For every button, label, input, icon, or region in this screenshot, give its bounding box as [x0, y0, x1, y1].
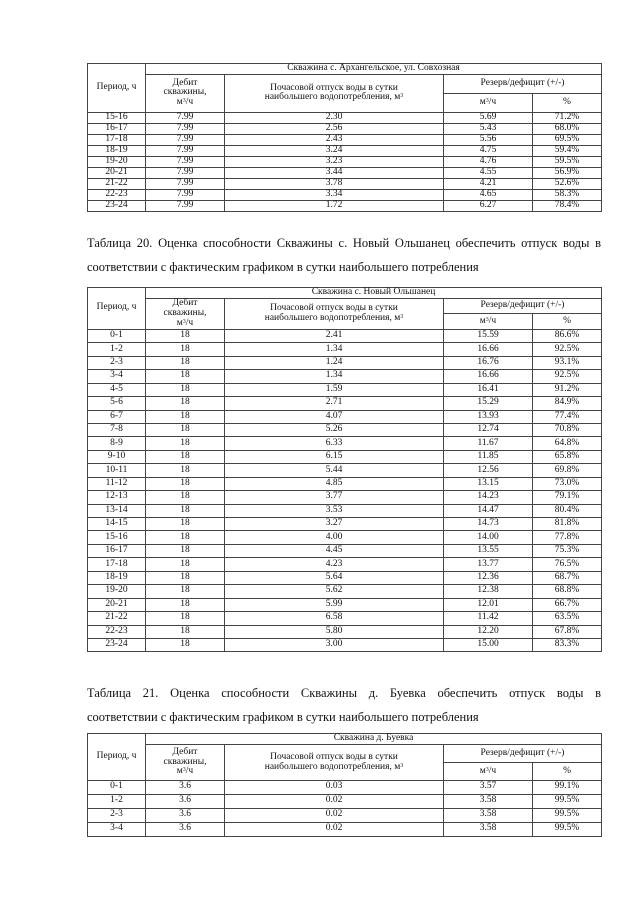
header-well-name: Скважина с. Новый Ольшанец — [146, 288, 602, 299]
cell-hourly-supply: 3.44 — [225, 167, 444, 178]
cell-debit: 18 — [146, 477, 225, 490]
table-row — [88, 370, 602, 383]
cell-reserve-m3h: 11.42 — [444, 612, 533, 625]
cell-period: 12-13 — [88, 491, 146, 504]
cell-reserve-percent: 68.7% — [533, 571, 602, 584]
cell-period: 20-21 — [88, 598, 146, 611]
table-row — [88, 450, 602, 463]
table-row — [88, 329, 602, 342]
cell-reserve-m3h: 12.20 — [444, 625, 533, 638]
cell-period: 16-17 — [88, 544, 146, 557]
cell-debit: 18 — [146, 571, 225, 584]
cell-debit: 18 — [146, 558, 225, 571]
header-debit — [146, 74, 225, 112]
cell-hourly-supply: 6.58 — [225, 612, 444, 625]
cell-hourly-supply: 3.78 — [225, 178, 444, 189]
hourly-label-1: Почасовой отпуск воды в сутки — [270, 82, 398, 93]
debit-label-2: скважины, — [163, 307, 207, 318]
cell-reserve-m3h: 16.66 — [444, 370, 533, 383]
header-debit — [146, 745, 225, 781]
hourly-label-2: наибольшего водопотребления, $м^3$ — [264, 312, 404, 323]
cell-debit: 3.6 — [146, 781, 225, 795]
header-hourly-supply — [225, 74, 444, 112]
cell-debit: 18 — [146, 598, 225, 611]
cell-period: 22-23 — [88, 625, 146, 638]
cell-period: 1-2 — [88, 794, 146, 808]
cell-reserve-percent: 84.9% — [533, 397, 602, 410]
cell-reserve-m3h: 14.47 — [444, 504, 533, 517]
cell-reserve-m3h: 5.69 — [444, 112, 533, 123]
cell-hourly-supply: 4.00 — [225, 531, 444, 544]
cell-reserve-percent: 76.5% — [533, 558, 602, 571]
header-m3h: $м^3/ч$ — [444, 93, 533, 112]
cell-debit: 18 — [146, 370, 225, 383]
cell-period: 4-5 — [88, 383, 146, 396]
table-novy-olshanets — [87, 287, 602, 652]
table-row — [88, 598, 602, 611]
cell-debit: 3.6 — [146, 794, 225, 808]
cell-period: 9-10 — [88, 450, 146, 463]
header-hourly-supply — [225, 745, 444, 781]
table-row — [88, 123, 602, 134]
table-row — [88, 504, 602, 517]
cell-reserve-percent: 71.2% — [533, 112, 602, 123]
header-hourly-supply — [225, 299, 444, 330]
table-20-caption: Таблица 20. Оценка способности Скважины с. Новый Ольшанец обеспечить отпуск воды в соответствии с фактическим графиком в сутки наибольшего потребления — [87, 236, 601, 274]
cell-reserve-m3h: 3.58 — [444, 822, 533, 836]
table-row — [88, 200, 602, 211]
cell-reserve-percent: 75.3% — [533, 544, 602, 557]
hourly-label-2: наибольшего водопотребления, $м^3$ — [264, 761, 404, 772]
cell-period: 3-4 — [88, 822, 146, 836]
cell-debit: 18 — [146, 423, 225, 436]
cell-period: 19-20 — [88, 585, 146, 598]
cell-reserve-m3h: 5.56 — [444, 134, 533, 145]
cell-period: 3-4 — [88, 370, 146, 383]
debit-unit: $м^3/ч$ — [176, 97, 194, 108]
table-row — [88, 112, 602, 123]
cell-hourly-supply: 5.44 — [225, 464, 444, 477]
cell-hourly-supply: 2.41 — [225, 329, 444, 342]
cell-period: 11-12 — [88, 477, 146, 490]
cell-reserve-percent: 69.5% — [533, 134, 602, 145]
cell-reserve-percent: 56.9% — [533, 167, 602, 178]
cell-hourly-supply: 2.30 — [225, 112, 444, 123]
debit-label-1: Дебит — [172, 77, 198, 88]
cell-reserve-m3h: 15.59 — [444, 329, 533, 342]
cell-reserve-m3h: 12.01 — [444, 598, 533, 611]
cell-debit: 18 — [146, 450, 225, 463]
debit-unit: $м^3/ч$ — [176, 766, 194, 777]
cell-hourly-supply: 3.00 — [225, 638, 444, 651]
hourly-label-1: Почасовой отпуск воды в сутки — [270, 302, 398, 313]
cell-reserve-percent: 73.0% — [533, 477, 602, 490]
cell-hourly-supply: 4.45 — [225, 544, 444, 557]
cell-reserve-m3h: 16.66 — [444, 343, 533, 356]
cell-period: 20-21 — [88, 167, 146, 178]
cell-reserve-m3h: 11.85 — [444, 450, 533, 463]
cell-reserve-percent: 69.8% — [533, 464, 602, 477]
cell-debit: 7.99 — [146, 134, 225, 145]
cell-period: 0-1 — [88, 329, 146, 342]
cell-debit: 18 — [146, 410, 225, 423]
cell-debit: 7.99 — [146, 112, 225, 123]
cell-debit: 18 — [146, 625, 225, 638]
cell-reserve-m3h: 12.36 — [444, 571, 533, 584]
cell-debit: 18 — [146, 491, 225, 504]
cell-period: 19-20 — [88, 156, 146, 167]
cell-debit: 18 — [146, 437, 225, 450]
cell-hourly-supply: 1.59 — [225, 383, 444, 396]
cell-reserve-percent: 63.5% — [533, 612, 602, 625]
cell-reserve-percent: 93.1% — [533, 356, 602, 369]
cell-hourly-supply: 0.02 — [225, 822, 444, 836]
table-row — [88, 544, 602, 557]
cell-period: 16-17 — [88, 123, 146, 134]
cell-reserve-m3h: 4.76 — [444, 156, 533, 167]
debit-label-1: Дебит — [172, 298, 198, 308]
cell-hourly-supply: 5.62 — [225, 585, 444, 598]
table-21-caption-line1: Таблица 21. Оценка способности Скважины д. Буевка обеспечить отпуск воды в — [87, 686, 601, 700]
cell-reserve-m3h: 6.27 — [444, 200, 533, 211]
cell-reserve-m3h: 4.55 — [444, 167, 533, 178]
cell-reserve-percent: 58.3% — [533, 189, 602, 200]
header-m3h: $м^3/ч$ — [444, 314, 533, 329]
cell-reserve-percent: 78.4% — [533, 200, 602, 211]
cell-period: 1-2 — [88, 343, 146, 356]
cell-reserve-m3h: 14.00 — [444, 531, 533, 544]
cell-reserve-m3h: 4.21 — [444, 178, 533, 189]
cell-reserve-m3h: 13.77 — [444, 558, 533, 571]
cell-hourly-supply: 1.34 — [225, 370, 444, 383]
cell-reserve-m3h: 3.57 — [444, 781, 533, 795]
cell-debit: 7.99 — [146, 145, 225, 156]
table-row — [88, 189, 602, 200]
cell-hourly-supply: 3.23 — [225, 156, 444, 167]
cell-reserve-percent: 80.4% — [533, 504, 602, 517]
cell-debit: 7.99 — [146, 167, 225, 178]
cell-hourly-supply: 5.99 — [225, 598, 444, 611]
header-reserve: Резерв/дефицит (+/-) — [444, 299, 602, 314]
header-period: Период, ч — [88, 734, 146, 781]
table-arkhangelskoe — [87, 63, 602, 212]
cell-period: 23-24 — [88, 638, 146, 651]
table-row — [88, 423, 602, 436]
cell-hourly-supply: 5.26 — [225, 423, 444, 436]
table-row — [88, 156, 602, 167]
table-21-caption-line2: соответствии с фактическим графиком в сутки наибольшего потребления — [87, 710, 479, 724]
table-row — [88, 531, 602, 544]
cell-reserve-percent: 68.0% — [533, 123, 602, 134]
cell-debit: 18 — [146, 464, 225, 477]
hourly-label-1: Почасовой отпуск воды в сутки — [270, 751, 398, 762]
cell-reserve-percent: 59.5% — [533, 156, 602, 167]
cell-period: 2-3 — [88, 356, 146, 369]
cell-period: 21-22 — [88, 612, 146, 625]
cell-hourly-supply: 3.34 — [225, 189, 444, 200]
cell-period: 6-7 — [88, 410, 146, 423]
table-row — [88, 781, 602, 795]
cell-debit: 18 — [146, 544, 225, 557]
cell-period: 18-19 — [88, 145, 146, 156]
hourly-label-2: наибольшего водопотребления, $м^3$ — [264, 92, 404, 103]
cell-reserve-percent: 92.5% — [533, 370, 602, 383]
cell-reserve-percent: 99.1% — [533, 781, 602, 795]
cell-reserve-m3h: 14.23 — [444, 491, 533, 504]
table-row — [88, 558, 602, 571]
cell-hourly-supply: 2.43 — [225, 134, 444, 145]
table-row — [88, 612, 602, 625]
table-row — [88, 585, 602, 598]
cell-hourly-supply: 6.15 — [225, 450, 444, 463]
cell-debit: 18 — [146, 343, 225, 356]
cell-period: 15-16 — [88, 112, 146, 123]
cell-hourly-supply: 0.02 — [225, 808, 444, 822]
cell-period: 0-1 — [88, 781, 146, 795]
cell-reserve-percent: 83.3% — [533, 638, 602, 651]
header-period: Период, ч — [88, 288, 146, 330]
cell-reserve-percent: 67.8% — [533, 625, 602, 638]
cell-hourly-supply: 6.33 — [225, 437, 444, 450]
cell-hourly-supply: 5.80 — [225, 625, 444, 638]
cell-period: 10-11 — [88, 464, 146, 477]
cell-reserve-m3h: 4.65 — [444, 189, 533, 200]
cell-hourly-supply: 3.27 — [225, 518, 444, 531]
debit-label-1: Дебит — [172, 746, 198, 757]
cell-reserve-percent: 99.5% — [533, 808, 602, 822]
cell-period: 2-3 — [88, 808, 146, 822]
cell-reserve-m3h: 3.58 — [444, 794, 533, 808]
cell-debit: 18 — [146, 531, 225, 544]
cell-debit: 3.6 — [146, 822, 225, 836]
table-row — [88, 464, 602, 477]
cell-hourly-supply: 4.07 — [225, 410, 444, 423]
cell-reserve-m3h: 5.43 — [444, 123, 533, 134]
cell-period: 13-14 — [88, 504, 146, 517]
table-row — [88, 625, 602, 638]
cell-reserve-m3h: 15.29 — [444, 397, 533, 410]
debit-label-2: скважины, — [163, 87, 207, 98]
cell-hourly-supply: 1.34 — [225, 343, 444, 356]
table-buevka — [87, 733, 602, 837]
cell-period: 18-19 — [88, 571, 146, 584]
table-row — [88, 383, 602, 396]
table-row — [88, 477, 602, 490]
header-percent: % — [533, 763, 602, 781]
cell-hourly-supply: 2.71 — [225, 397, 444, 410]
header-m3h: $м^3/ч$ — [444, 763, 533, 781]
table-row — [88, 794, 602, 808]
cell-period: 17-18 — [88, 134, 146, 145]
cell-reserve-percent: 77.8% — [533, 531, 602, 544]
cell-reserve-m3h: 12.74 — [444, 423, 533, 436]
cell-reserve-percent: 91.2% — [533, 383, 602, 396]
table-row — [88, 822, 602, 836]
cell-reserve-percent: 86.6% — [533, 329, 602, 342]
cell-debit: 18 — [146, 518, 225, 531]
header-reserve: Резерв/дефицит (+/-) — [444, 74, 602, 93]
header-percent: % — [533, 93, 602, 112]
table-row — [88, 518, 602, 531]
cell-debit: 18 — [146, 397, 225, 410]
cell-reserve-percent: 99.5% — [533, 794, 602, 808]
cell-debit: 18 — [146, 329, 225, 342]
cell-debit: 7.99 — [146, 156, 225, 167]
table-row — [88, 145, 602, 156]
cell-period: 23-24 — [88, 200, 146, 211]
cell-reserve-m3h: 13.55 — [444, 544, 533, 557]
cell-debit: 18 — [146, 585, 225, 598]
debit-unit: $м^3/ч$ — [176, 317, 194, 328]
header-period: Период, ч — [88, 64, 146, 113]
cell-reserve-percent: 79.1% — [533, 491, 602, 504]
debit-label-2: скважины, — [163, 756, 207, 767]
cell-debit: 7.99 — [146, 200, 225, 211]
header-well-name: Скважина с. Архангельское, ул. Совхозная — [146, 64, 602, 75]
table-row — [88, 167, 602, 178]
table-row — [88, 397, 602, 410]
cell-reserve-percent: 66.7% — [533, 598, 602, 611]
cell-hourly-supply: 3.77 — [225, 491, 444, 504]
cell-debit: 7.99 — [146, 189, 225, 200]
cell-hourly-supply: 4.85 — [225, 477, 444, 490]
table-row — [88, 178, 602, 189]
cell-reserve-percent: 65.8% — [533, 450, 602, 463]
cell-debit: 3.6 — [146, 808, 225, 822]
cell-period: 7-8 — [88, 423, 146, 436]
cell-hourly-supply: 3.24 — [225, 145, 444, 156]
cell-reserve-m3h: 14.73 — [444, 518, 533, 531]
cell-reserve-m3h: 3.58 — [444, 808, 533, 822]
cell-debit: 18 — [146, 356, 225, 369]
cell-period: 8-9 — [88, 437, 146, 450]
cell-reserve-m3h: 13.93 — [444, 410, 533, 423]
table-21-caption — [87, 681, 601, 729]
cell-reserve-percent: 77.4% — [533, 410, 602, 423]
table-row — [88, 491, 602, 504]
header-percent: % — [533, 314, 602, 329]
cell-period: 5-6 — [88, 397, 146, 410]
cell-reserve-m3h: 12.38 — [444, 585, 533, 598]
table-row — [88, 571, 602, 584]
cell-period: 17-18 — [88, 558, 146, 571]
cell-reserve-percent: 59.4% — [533, 145, 602, 156]
cell-reserve-percent: 70.8% — [533, 423, 602, 436]
cell-hourly-supply: 1.24 — [225, 356, 444, 369]
cell-debit: 18 — [146, 504, 225, 517]
cell-reserve-m3h: 11.67 — [444, 437, 533, 450]
cell-debit: 7.99 — [146, 123, 225, 134]
header-debit — [146, 299, 225, 330]
cell-reserve-percent: 64.8% — [533, 437, 602, 450]
cell-reserve-percent: 92.5% — [533, 343, 602, 356]
cell-reserve-m3h: 12.56 — [444, 464, 533, 477]
table-row — [88, 638, 602, 651]
cell-hourly-supply: 5.64 — [225, 571, 444, 584]
cell-hourly-supply: 0.03 — [225, 781, 444, 795]
cell-period: 21-22 — [88, 178, 146, 189]
cell-reserve-m3h: 16.76 — [444, 356, 533, 369]
cell-hourly-supply: 4.23 — [225, 558, 444, 571]
table-row — [88, 437, 602, 450]
cell-debit: 7.99 — [146, 178, 225, 189]
cell-hourly-supply: 0.02 — [225, 794, 444, 808]
cell-reserve-percent: 81.8% — [533, 518, 602, 531]
cell-hourly-supply: 3.53 — [225, 504, 444, 517]
cell-period: 15-16 — [88, 531, 146, 544]
cell-debit: 18 — [146, 383, 225, 396]
header-reserve: Резерв/дефицит (+/-) — [444, 745, 602, 763]
cell-reserve-percent: 99.5% — [533, 822, 602, 836]
cell-debit: 18 — [146, 612, 225, 625]
cell-reserve-percent: 68.8% — [533, 585, 602, 598]
table-row — [88, 410, 602, 423]
table-row — [88, 808, 602, 822]
header-well-name: Скважина д. Буевка — [146, 734, 602, 745]
cell-reserve-percent: 52.6% — [533, 178, 602, 189]
table-row — [88, 343, 602, 356]
cell-reserve-m3h: 13.15 — [444, 477, 533, 490]
cell-reserve-m3h: 4.75 — [444, 145, 533, 156]
cell-period: 22-23 — [88, 189, 146, 200]
table-row — [88, 134, 602, 145]
cell-period: 14-15 — [88, 518, 146, 531]
cell-hourly-supply: 1.72 — [225, 200, 444, 211]
cell-debit: 18 — [146, 638, 225, 651]
cell-reserve-m3h: 15.00 — [444, 638, 533, 651]
cell-reserve-m3h: 16.41 — [444, 383, 533, 396]
table-row — [88, 356, 602, 369]
cell-hourly-supply: 2.56 — [225, 123, 444, 134]
